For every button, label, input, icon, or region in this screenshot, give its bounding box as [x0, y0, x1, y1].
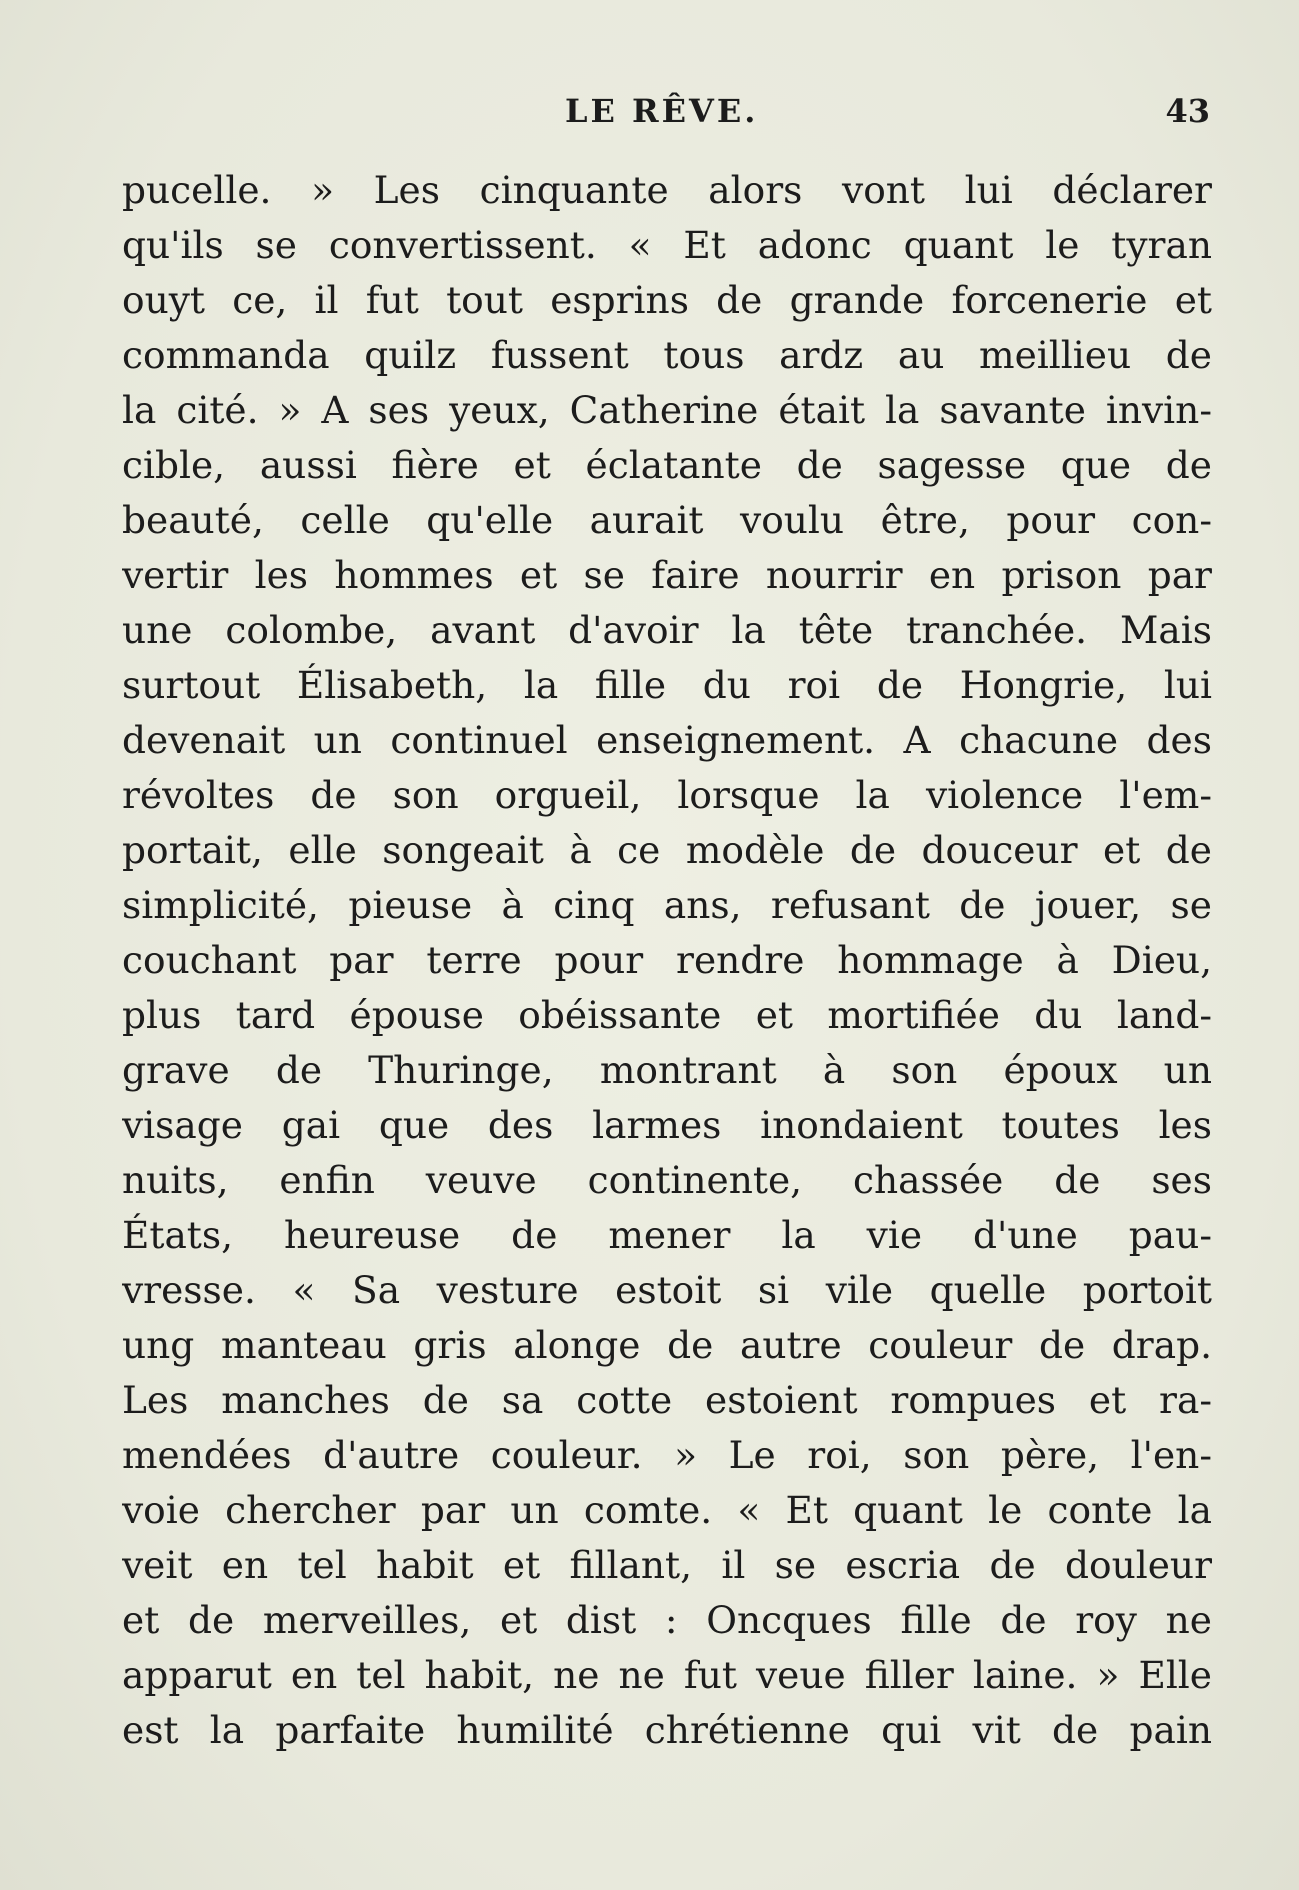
text-line: devenait un continuel enseignement. A chacune des [122, 718, 1212, 762]
text-line: vresse. « Sa vesture estoit si vile quelle portoit [122, 1268, 1212, 1312]
text-line: une colombe, avant d'avoir la tête tranchée. Mais [122, 608, 1212, 652]
text-line: Les manches de sa cotte estoient rompues et ra- [122, 1378, 1212, 1422]
text-line: voie chercher par un comte. « Et quant le conte la [122, 1488, 1212, 1532]
text-line: est la parfaite humilité chrétienne qui vit de pain [122, 1708, 1212, 1752]
text-line: vertir les hommes et se faire nourrir en prison par [122, 553, 1212, 597]
text-line: portait, elle songeait à ce modèle de douceur et de [122, 828, 1212, 872]
text-line: ung manteau gris alonge de autre couleur de drap. [122, 1323, 1212, 1367]
text-line: couchant par terre pour rendre hommage à Dieu, [122, 938, 1212, 982]
running-head [120, 92, 1210, 132]
text-line: visage gai que des larmes inondaient toutes les [122, 1103, 1212, 1147]
body-text [122, 163, 1212, 1758]
text-line: la cité. » A ses yeux, Catherine était la savante invin- [122, 388, 1212, 432]
text-line: grave de Thuringe, montrant à son époux un [122, 1048, 1212, 1092]
text-line: révoltes de son orgueil, lorsque la violence l'em- [122, 773, 1212, 817]
text-line: simplicité, pieuse à cinq ans, refusant de jouer, se [122, 883, 1212, 927]
text-line: commanda quilz fussent tous ardz au meillieu de [122, 333, 1212, 377]
text-line: beauté, celle qu'elle aurait voulu être, pour con- [122, 498, 1212, 542]
text-line: veit en tel habit et fillant, il se escria de douleur [122, 1543, 1212, 1587]
text-line: mendées d'autre couleur. » Le roi, son père, l'en- [122, 1433, 1212, 1477]
text-line: et de merveilles, et dist : Oncques fille de roy ne [122, 1598, 1212, 1642]
running-title: LE RÊVE. [565, 92, 759, 130]
text-line: surtout Élisabeth, la fille du roi de Hongrie, lui [122, 663, 1212, 707]
text-line: ouyt ce, il fut tout esprins de grande forcenerie et [122, 278, 1212, 322]
text-line: qu'ils se convertissent. « Et adonc quant le tyran [122, 223, 1212, 267]
text-line: pucelle. » Les cinquante alors vont lui déclarer [122, 168, 1212, 212]
text-line: apparut en tel habit, ne ne fut veue filler laine. » Elle [122, 1653, 1212, 1697]
page-number: 43 [1165, 92, 1210, 130]
text-line: plus tard épouse obéissante et mortifiée du land- [122, 993, 1212, 1037]
text-line: cible, aussi fière et éclatante de sagesse que de [122, 443, 1212, 487]
text-line: États, heureuse de mener la vie d'une pau- [122, 1213, 1212, 1257]
text-line: nuits, enfin veuve continente, chassée de ses [122, 1158, 1212, 1202]
